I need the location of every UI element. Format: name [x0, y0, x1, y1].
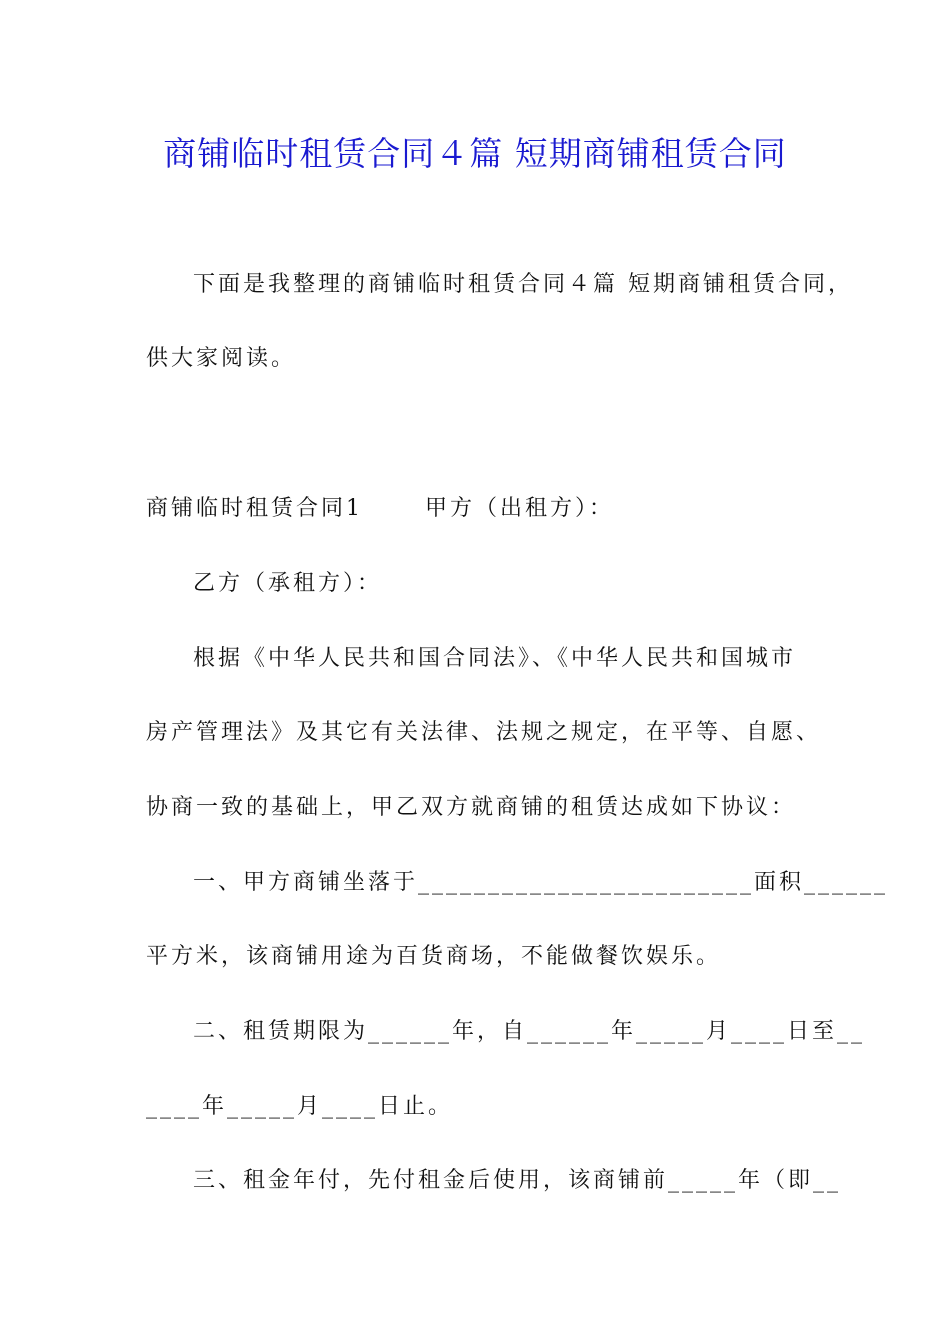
basis-line-3: 协商一致的基础上，甲乙双方就商铺的租赁达成如下协议：	[146, 795, 797, 820]
contract-heading-row	[146, 494, 614, 524]
clause-2-line-1: 二、租赁期限为______年，自______年_____月____日至__	[193, 1019, 866, 1044]
clause-1-line-2: 平方米，该商铺用途为百货商场，不能做餐饮娱乐。	[146, 944, 722, 969]
intro-line-2: 供大家阅读。	[146, 346, 297, 371]
party-a-label: 甲方（出租方）：	[425, 496, 615, 521]
basis-line-1: 根据《中华人民共和国合同法》、《中华人民共和国城市	[193, 646, 797, 671]
clause-3-line-1: 三、租金年付，先付租金后使用，该商铺前_____年（即__	[193, 1168, 842, 1193]
clause-2-line-2: ____年_____月____日止。	[146, 1094, 454, 1119]
intro-line-1: 下面是我整理的商铺临时租赁合同４篇 短期商铺租赁合同，	[193, 272, 853, 297]
clause-1-line-1: 一、甲方商铺坐落于________________________面积______	[193, 870, 889, 895]
contract-heading: 商铺临时租赁合同1	[146, 496, 363, 521]
basis-line-2: 房产管理法》及其它有关法律、法规之规定，在平等、自愿、	[146, 720, 822, 745]
document-title: 商铺临时租赁合同４篇 短期商铺租赁合同	[163, 134, 787, 173]
party-b-label: 乙方（承租方）：	[193, 571, 383, 596]
